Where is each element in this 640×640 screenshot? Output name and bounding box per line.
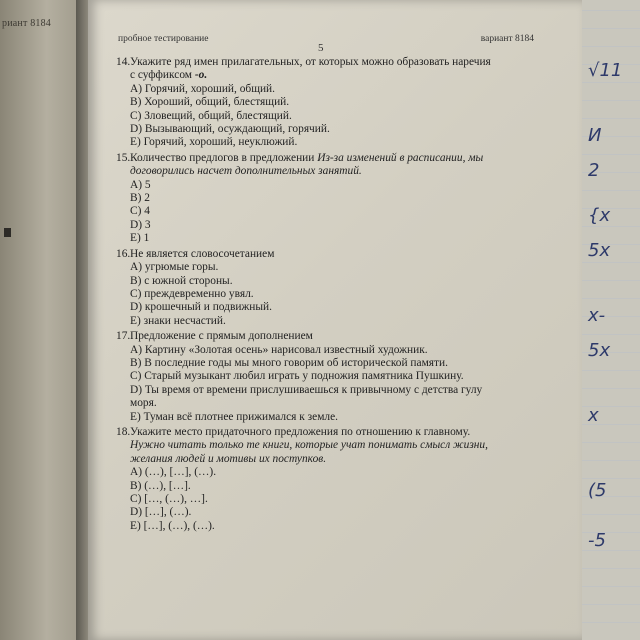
answer-option: D) 3 (130, 218, 151, 231)
notebook-scrawl: 5x (588, 240, 611, 261)
answer-option: B) (…), […]. (130, 479, 191, 492)
question-16 (116, 248, 556, 328)
question-sentence: желания людей и мотивы их поступков. (130, 452, 327, 465)
question-number: 18. (116, 425, 131, 438)
question-number: 16. (116, 247, 131, 260)
question-text: с суффиксом (130, 69, 195, 82)
answer-option: D) Ты время от времени прислушиваешься к привычному с детства гулу (130, 383, 483, 396)
question-text: Укажите ряд имен прилагательных, от которых можно образовать наречия (130, 56, 491, 68)
answer-option: E) Горячий, хороший, неуклюжий. (130, 136, 298, 149)
question-text: Предложение с прямым дополнением (130, 330, 313, 343)
answer-option: A) 5 (130, 178, 151, 191)
answer-option: D) крошечный и подвижный. (130, 301, 272, 314)
question-sentence: договорились насчет дополнительных занятий. (130, 165, 362, 178)
question-number: 17. (116, 330, 131, 343)
header-test-label: пробное тестирование (118, 34, 209, 44)
question-text: Количество предлогов в предложении (130, 151, 318, 164)
question-18 (116, 426, 556, 533)
answer-option: C) преждевременно увял. (130, 287, 254, 300)
questions-list (116, 56, 556, 535)
notebook-scrawl: (5 (588, 480, 607, 501)
question-number: 14. (116, 56, 131, 68)
question-sentence: Из-за изменений в расписании, мы (317, 151, 484, 164)
test-page (88, 0, 582, 640)
notebook-scrawl: x (588, 405, 599, 426)
question-text: Укажите место придаточного предложения по отношению к главному. (130, 425, 471, 438)
answer-option: E) Туман всё плотнее прижимался к земле. (130, 410, 338, 423)
answer-option: D) Вызывающий, осуждающий, горячий. (130, 123, 330, 136)
question-15 (116, 152, 556, 246)
notebook-scrawl: {x (588, 205, 611, 226)
question-14 (116, 56, 556, 150)
answer-option: A) (…), […], (…). (130, 466, 217, 479)
notebook-page (576, 0, 640, 640)
answer-option: A) Горячий, хороший, общий. (130, 82, 276, 95)
answer-option: E) знаки несчастий. (130, 314, 226, 327)
header-variant-label: вариант 8184 (480, 34, 534, 44)
question-number: 15. (116, 151, 131, 164)
answer-option-continuation: моря. (130, 397, 157, 410)
suffix-text: -о. (194, 69, 208, 82)
adjacent-left-page (0, 0, 78, 640)
answer-option: B) Хороший, общий, блестящий. (130, 96, 290, 109)
answer-option: C) Зловещий, общий, блестящий. (130, 109, 292, 122)
answer-option: E) […], (…), (…). (130, 519, 215, 532)
notebook-scrawl: √11 (588, 60, 623, 81)
answer-option: C) […, (…), …]. (130, 493, 208, 505)
left-page-edge-text: риант 8184 (2, 18, 52, 29)
notebook-scrawl: И (588, 125, 602, 146)
notebook-scrawl: -5 (588, 530, 606, 551)
answer-option: B) 2 (130, 192, 150, 205)
question-17 (116, 330, 556, 424)
page-number: 5 (318, 42, 324, 54)
answer-option: A) угрюмые горы. (130, 261, 219, 274)
page-header (118, 34, 534, 54)
answer-option: E) 1 (130, 232, 150, 245)
notebook-scrawl: x- (588, 305, 606, 326)
notebook-scrawl: 2 (588, 160, 600, 181)
answer-option: C) Старый музыкант любил играть у подножия памятника Пушкину. (130, 370, 464, 383)
answer-option: D) […], (…). (130, 506, 192, 519)
answer-option: C) 4 (130, 205, 150, 218)
answer-option: B) В последние годы мы много говорим об исторической памяти. (130, 356, 448, 369)
left-page-mark (4, 228, 11, 237)
answer-option: B) с южной стороны. (130, 274, 233, 287)
question-sentence: Нужно читать только те книги, которые учат понимать смысл жизни, (130, 439, 488, 452)
question-text: Не является словосочетанием (130, 247, 275, 260)
notebook-scrawl: 5x (588, 340, 611, 361)
answer-option: A) Картину «Золотая осень» нарисовал известный художник. (130, 343, 428, 356)
